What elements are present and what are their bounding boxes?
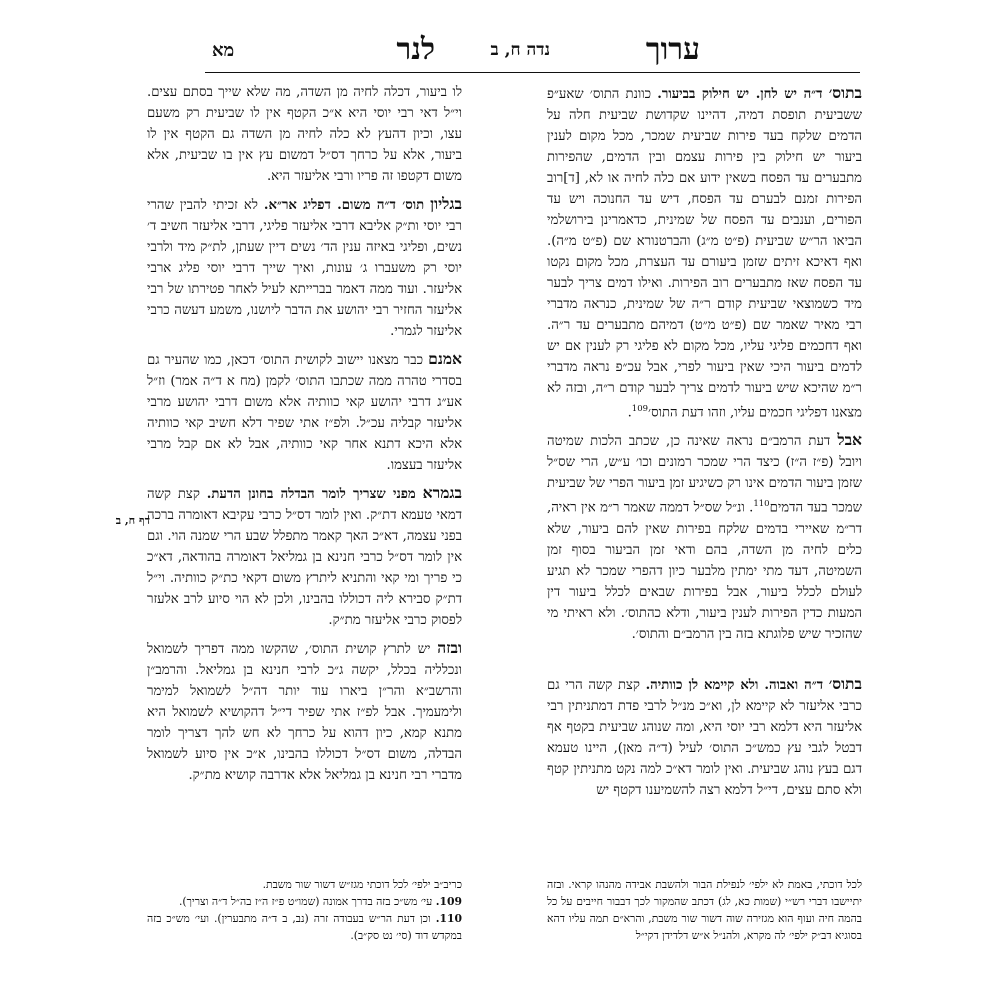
paragraph [547, 673, 862, 801]
footnote-number: 109. [435, 895, 462, 908]
footnote [547, 876, 862, 944]
footnote-text: עי׳ מש״כ בזה בדרך אמונה (שמו״ט פ״ז ה״ז בה״ל ד״ה וצריך). [178, 895, 433, 908]
paragraph-text: קצת קשה הרי גם כרבי אליעזר לא קיימא לן, וא״כ מנ״ל לרבי פדת דמתניתין רבי אליעזר היא דלמא רבי יוסי היא, ומה שנוהג שביעית בקטף אף דבטל לגבי עץ כמש״כ התוס׳ לעיל (ד״ה מאן), היינו טעמא דגם בעץ נוהג שביעית. ואין לומר דא״כ למה נקט מתניתין קטף ולא סתם עצים, די״ל דלמא רצה להשמיענו דקטף יש [547, 677, 862, 798]
paragraph: בתוס׳ ד״ה יש לחן. יש חילוק בביעור. כוונת התוס׳ שאע״פ ששביעית תופסת דמיה, דהיינו שקדושת שביעית חלה על הדמים שלקח בעד פירות שביעית שמכר, מכל מקום לענין ביעור יש חילוק בין פירות עצמם ובין הדמים, שהפירות מתבערים עד הפסח בשאין ידוע אם כלה לחיה או לא, [ד]רוב הפירות זמנם לבערם עד הפסח, דיש עד החנוכה ויש עד הפורים, וענבים עד הפסח של שמינית, כדאמרינן בירושלמי הביאו הר״ש שביעית (פ״ט מ״ג) והברטנורא שם (פ״ט מ״ה). ואף דאיכא זיתים שזמן ביעורם עד העצרת, מכל מקום נקטו עד הפסח שאז מתבערים רוב הפירות. ואילו דמים צריך לבער מיד כשמוצאי שביעית קודם ר״ה של שמינית, כנראה מדברי רבי מאיר שאמר שם (פ״ט מ״ט) דמיהם מתבערים עד ר״ה. ואף דחכמים פליגי עליו, מכל מקום לא פליגי רק לענין אם יש לדמים ביעור היכי שאין ביעור לפרי, אבל עכ״פ נראה מדברי ר״מ שהיכא שיש ביעור לדמים צריך לבער קודם ר״ה, ובזה לא מצאנו דפליגי חכמים עליו, וזהו דעת התוס׳$^{109}$. [547, 83, 862, 421]
dibbur-hamatchil: ד״ה יש לחן. יש חילוק בביעור. [657, 87, 823, 102]
paragraph [147, 193, 462, 342]
right-column [547, 82, 862, 807]
paragraph [147, 82, 462, 187]
paragraph-text: כבר מצאנו יישוב לקושית התוס׳ דכאן, כמו שהעיר גם בסדרי טהרה ממה שכתבו התוס׳ לקמן (מח א ד״ה אמר) וז״ל אע״ג דרבי יהושע קאי כוותיה אלא משום דרבי יהושע מרבי אליעזר קבליה עכ״ל. ולפ״ז אתי שפיר דלא חשיב קאי כוותיה אלא היכא דתנא אחר קאי כוותיה, אבל לא אם קבל מרבי אליעזר בעצמו. [147, 353, 462, 473]
footnote [147, 910, 462, 944]
header-page-number: מא [212, 40, 235, 61]
dibbur-hamatchil: תוס׳ ד״ה משום. דפליג אר״א. [263, 198, 425, 213]
paragraph [147, 482, 462, 631]
paragraph-text: יש לתרץ קושית התוס׳, שהקשו ממה דפריך לשמואל ונכלליה בכלל, יקשה ג״כ לרבי חנינא בן גמליאל. והרמב״ן והרשב״א והר״ן ביארו עוד יותר דה״ל לשמואל למימר ולימעמיך. אבל לפ״ז אתי שפיר די״ל דהקושיא לשמואל היא מתנא קמא, כיון דהוא על כרחך לא חש להך דצריך לומר הבדלה, משום דס״ל דכוללו בהבינו, א״כ אין סיוע לשמואל מדברי רבי חנינא בן גמליאל אלא אדרבה קושיא מת״ק. [147, 642, 462, 783]
footnote-text: וכן דעת הר״ש בעבודה זרה (נב, ב ד״ה מתבערין). ועי׳ מש״כ בזה במקדש דוד (סי׳ נט סק״ב). [147, 912, 462, 942]
footnote-marker: 109 [631, 404, 649, 414]
lead-word: ובזה [437, 638, 462, 657]
paragraph-text: דעת הרמב״ם נראה שאינה כן, שכתב הלכות שמיטה ויובל (פ״ז ה״ז) כיצד הרי שמכר רמונים וכו׳ ע״ש, הרי שס״ל שזמן ביעור הדמים אינו רק כשיגיע זמן ביעור הפרי של שביעית שמכר בעד הדמים [547, 434, 862, 516]
header-rule [205, 72, 860, 73]
paragraph-text: כוונת התוס׳ שאע״פ ששביעית תופסת דמיה, דהיינו שקדושת שביעית חלה על הדמים שלקח בעד פירות שביעית שמכר, מכל מקום לענין ביעור יש חילוק בין פירות עצמם ובין הדמים, שהפירות מתבערים עד הפסח בשאין ידוע אם כלה לחיה או לא, [ד]רוב הפירות זמנם לבערם עד הפסח, דיש עד החנוכה ויש עד הפורים, וענבים עד הפסח של שמינית, כדאמרינן בירושלמי הביאו הר״ש שביעית (פ״ט מ״ג) והברטנורא שם (פ״ט מ״ה). ואף דאיכא זיתים שזמן ביעורם עד העצרת, מכל מקום נקטו עד הפסח שאז מתבערים רוב הפירות. ואילו דמים צריך לבער מיד כשמוצאי שביעית קודם ר״ה של שמינית, כנראה מדברי רבי מאיר שאמר שם (פ״ט מ״ט) דמיהם מתבערים עד ר״ה. ואף דחכמים פליגי עליו, מכל מקום לא פליגי רק לענין אם יש לדמים ביעור היכי שאין ביעור לפרי, אבל עכ״פ נראה מדברי ר״מ שהיכא שיש ביעור לדמים צריך לבער קודם ר״ה, ובזה לא מצאנו דפליגי חכמים עליו, וזהו דעת התוס׳ [547, 87, 862, 421]
paragraph [147, 348, 462, 476]
paragraph-text: לו ביעור, דכלה לחיה מן השדה, מה שלא שייך בסתם עצים. וי״ל דאי רבי יוסי היא א״כ הקטף אין לו שביעית רק משעם עצו, וכיון דהעץ לא כלה לחיה מן השדה גם הקטף אין לו ביעור, אלא על כרחך דס״ל דמשום עץ אין בו שביעית, אלא משום דקטפו זה פריו ורבי אליעזר היא. [147, 85, 462, 184]
footnote [147, 876, 462, 893]
lead-word: אבל [837, 430, 862, 450]
footnote-marker: 110 [753, 499, 770, 510]
side-page-reference: דף ח, ב [115, 514, 150, 527]
dibbur-hamatchil: ד״ה ואבוה. ולא קיימא לן כוותיה. [645, 677, 824, 693]
footnote-text: לכל דוכתי, באמת לא ילפי׳ לנפילת הבור ולהשבת אבידה מהנהו קראי. ובזה יתיישבו דברי רש״י (שמות כא, לג) דכתב שהמקור לכך דבבור חייבים על כל בהמה חיה ועוף הוא מגזירה שוה דשור שור משבת, והרא״ם תמה עליו דהא בסוגיא דב״ק ילפי׳ לה מקרא, ולהנ״ל א״ש דלדידן דקי״ל [547, 878, 862, 942]
footnotes-left [147, 876, 462, 944]
lead-word: בתוס׳ [828, 673, 862, 693]
paragraph [147, 637, 462, 786]
paragraph-text: קצת קשה דמאי טעמא דת״ק. ואין לומר דס״ל כרבי עקיבא דאומרה ברכה בפני עצמה, דא״כ האך קאמר מתפלל שבע הרי שמנה הוי. וגם אין לומר דס״ל כרבי חנינא בן גמליאל דאומרה בהודאה, דא״כ כי פריך ומי קאי והתניא ליתרץ משום דקאי כת״ק כוותיה. וי״ל דת״ק סבירא ליה דכוללו בהבינו, ולכן לא הוי סיוע לרב אלעזר לפסוק כרבי אליעזר מת״ק. [147, 487, 462, 628]
lead-word: בתוס׳ [828, 83, 862, 102]
footnotes-right [547, 876, 862, 944]
footnote-number: 110. [435, 912, 462, 925]
left-column [147, 82, 462, 792]
paragraph-text: לא זכיתי להבין שהרי רבי יוסי ות״ק אליבא דרבי אליעזר פליגי, דרבי אליעזר חשיב ד׳ נשים, ופליגי באיזה ענין הד׳ נשים דיין שעתן, לת״ק מיד ולרבי יוסי רק משעברו ג׳ עונות, ואיך שייך דרבי יוסי פליג ארבי אליעזר. ועוד ממה דאמר בברייתא לעיל לאחר פטירתו של רבי אליעזר החזיר רבי יהושע את הדבר ליושנו, משמע דעשה כרבי אליעזר לגמרי. [147, 198, 462, 339]
footnote-text: כריב״ב ילפי׳ לכל דוכתי מגז״ש דשור שור משבת. [262, 878, 462, 891]
header-title-right: ערוך [645, 32, 700, 67]
header-title-left: לנר [396, 32, 435, 67]
lead-word: אמנם [428, 349, 462, 368]
footnote [147, 893, 462, 910]
lead-word: בגליון [430, 194, 462, 213]
paragraph-text: . ונ״ל שס״ל דממה שאמר ר״מ אין ראיה, דר״מ שאיירי בדמים שלקח בפירות שאין להם ביעור, שלא כלים לחיה מן השדה, בהם ודאי זמן הביעור בסוף זמן השמיטה, דעד מתי ימתין מלבער כיון דהפרי שמכר לא תגיע לעולם לכלל ביעור, אבל בפירות שבאים לכלל ביעור דין המעות כדין הפירות לענין ביעור, ודלא כהתוס׳. ולא ראיתי מי שהזכיר שיש פלוגתא בזה בין הרמב״ם והתוס׳. [547, 500, 862, 642]
header-tractate: נדה ח, ב [490, 40, 550, 60]
dibbur-hamatchil: מפני שצריך לומר הבדלה בחונן הדעת. [206, 487, 416, 502]
paragraph [547, 429, 862, 644]
lead-word: בגמרא [422, 483, 462, 502]
